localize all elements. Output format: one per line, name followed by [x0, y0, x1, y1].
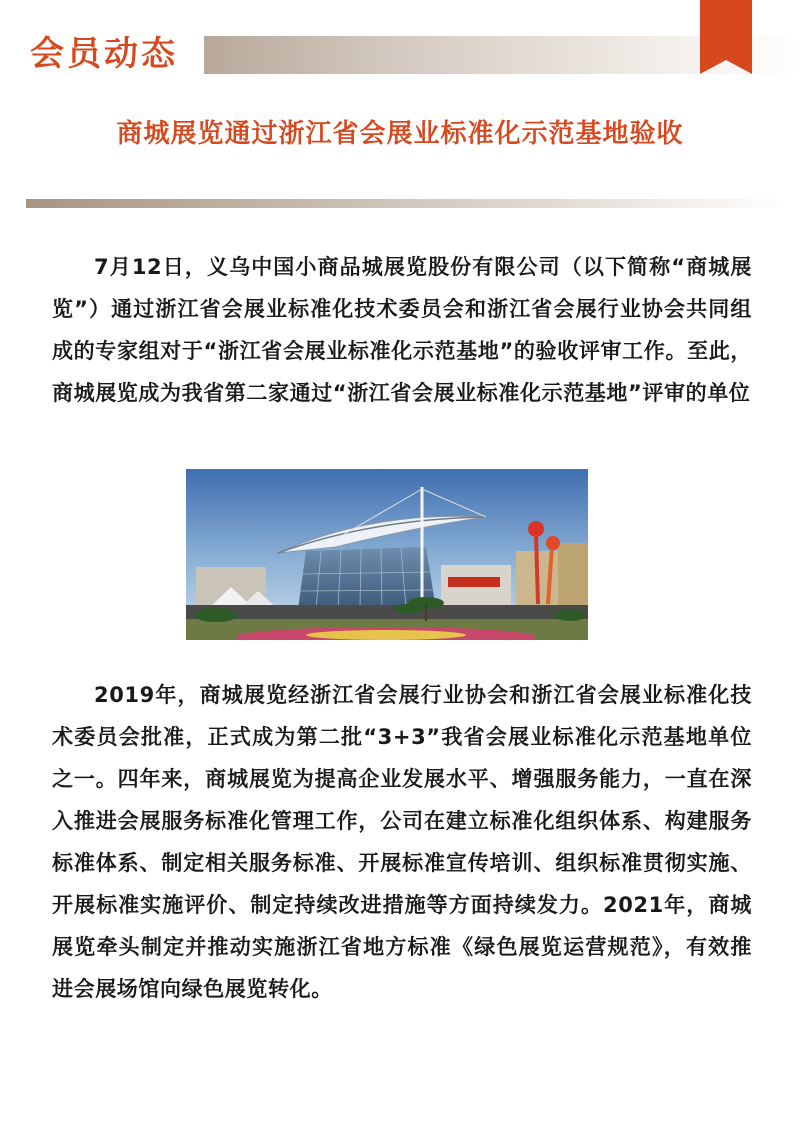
article-title: 商城展览通过浙江省会展业标准化示范基地验收 — [116, 119, 684, 149]
article-paragraph-2: 2019年，商城展览经浙江省会展行业协会和浙江省会展业标准化技术委员会批准，正式成为第二批“3+3”我省会展业标准化示范基地单位之一。四年来，商城展览为提高企业发展水平、增强服务能力，一直在深入推进会展服务标准化管理工作，公司在建立标准化组织体系、构建服务标准体系、制定相关服务标准、开展标准宣传培训、组织标准贯彻实施、开展标准实施评价、制定持续改进措施等方面持续发力。2021年，商城展览牵头制定并推动实施浙江省地方标准《绿色展览运营规范》，有效推进会展场馆向绿色展览转化。 — [52, 683, 752, 1001]
title-divider — [26, 199, 786, 208]
bookmark-ribbon-icon — [700, 0, 752, 74]
article-paragraph-1: 7月12日，义乌中国小商品城展览股份有限公司（以下简称“商城展览”）通过浙江省会展业标准化技术委员会和浙江省会展行业协会共同组成的专家组对于“浙江省会展业标准化示范基地”的验收评审工作。至此，商城展览成为我省第二家通过“浙江省会展业标准化示范基地”评审的单位 — [52, 255, 752, 405]
exhibition-hall-photo — [186, 469, 588, 640]
section-title: 会员动态 — [30, 34, 178, 74]
